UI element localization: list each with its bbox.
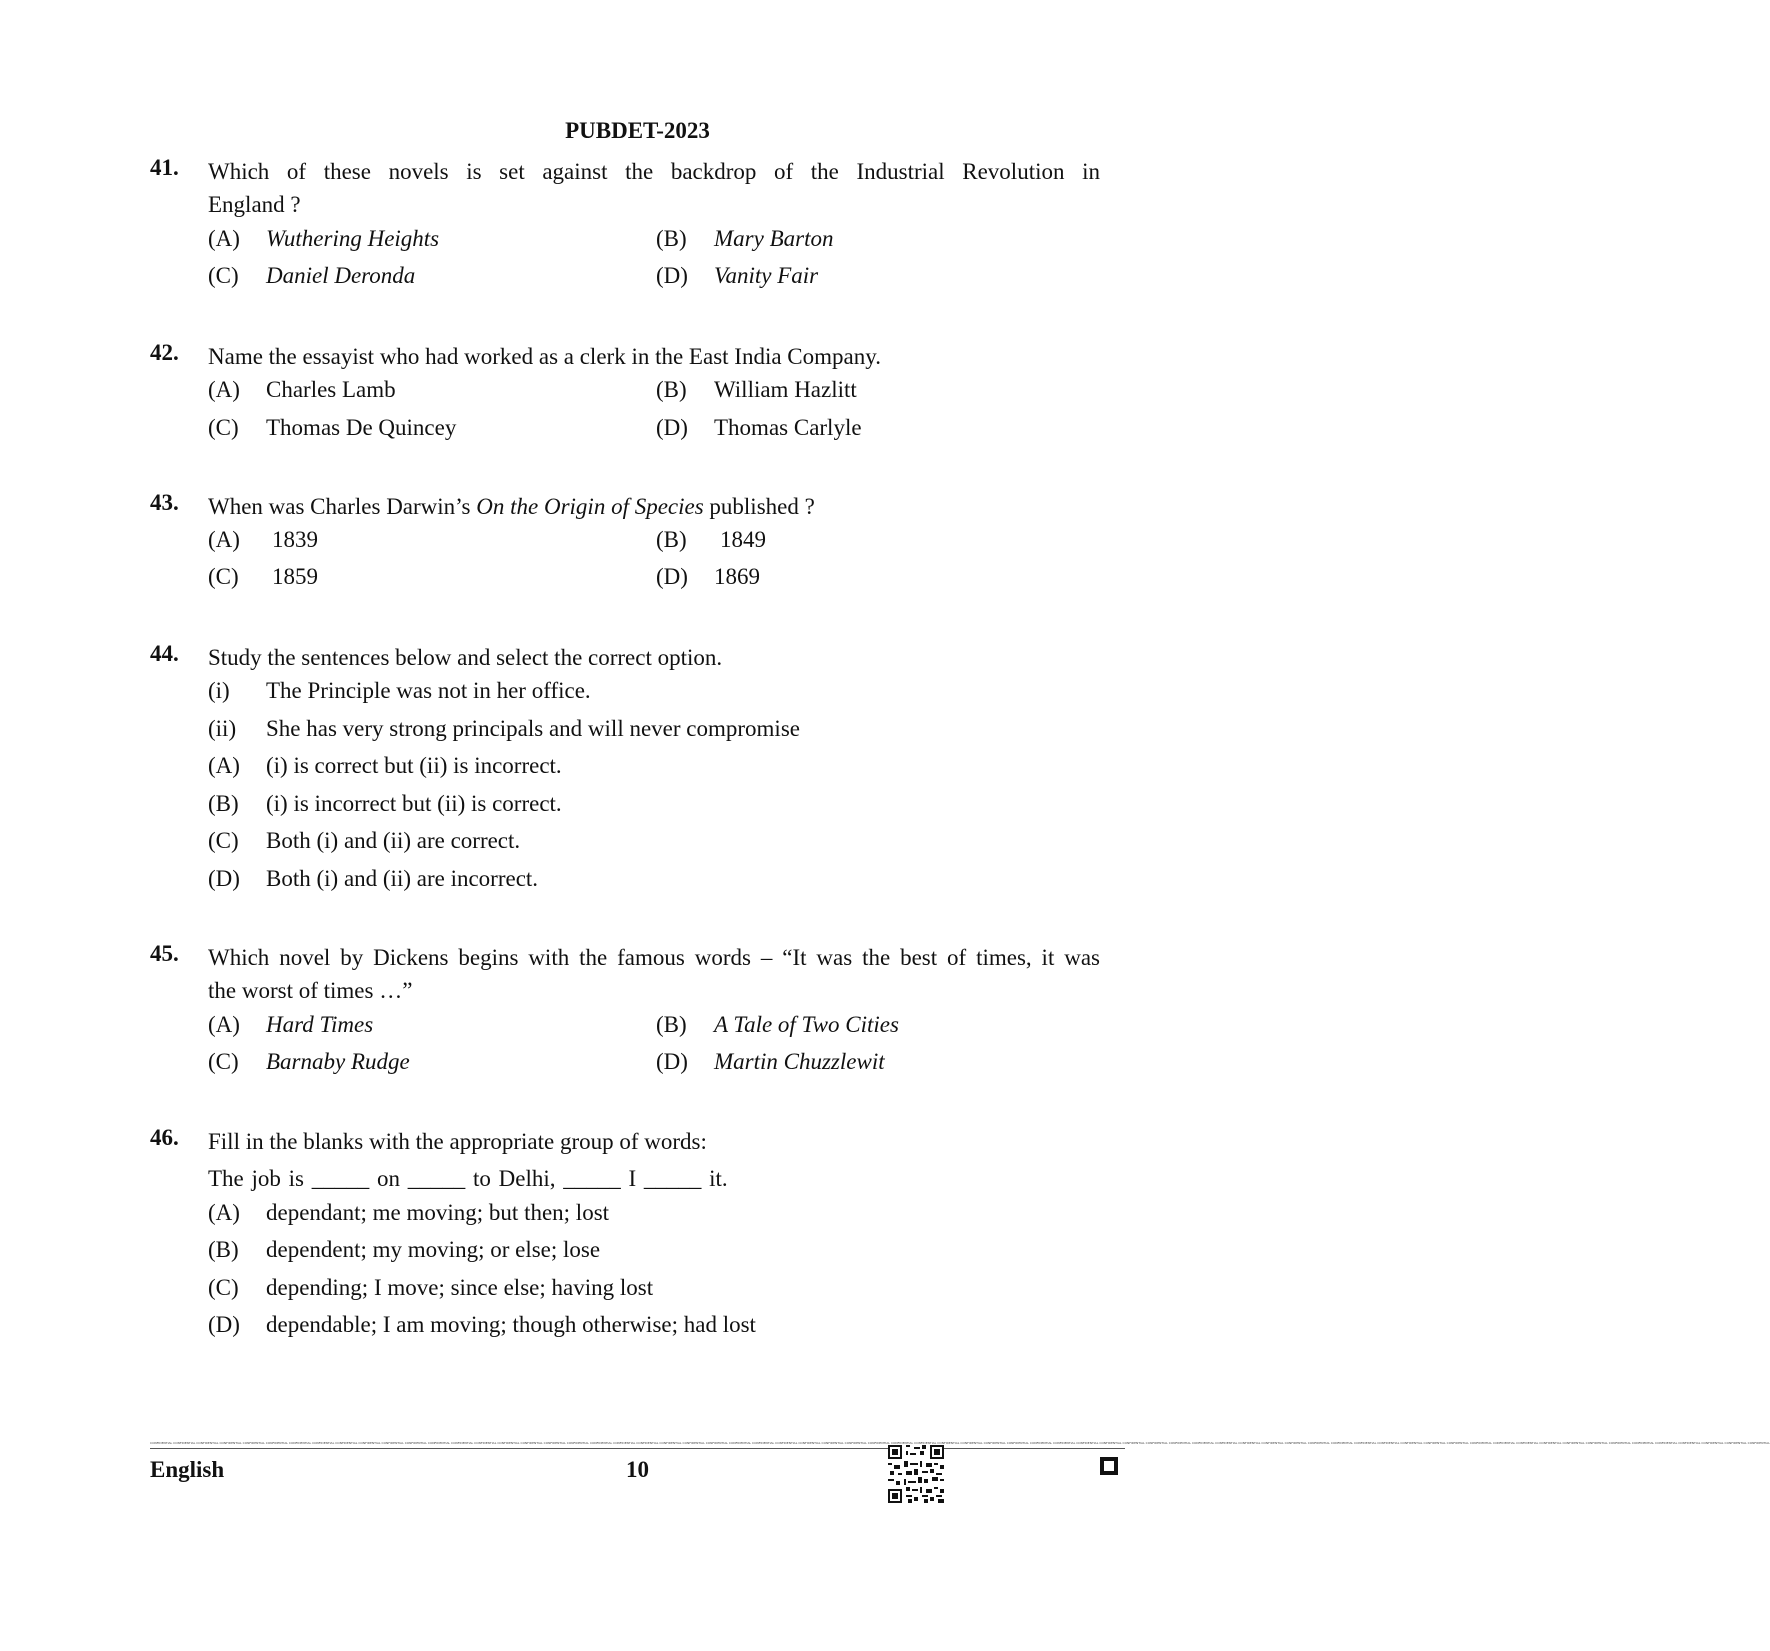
option-text: 1859: [272, 564, 318, 589]
question-number: 41.: [150, 155, 179, 180]
option-label: (C): [208, 1049, 239, 1074]
option-text: Wuthering Heights: [266, 226, 440, 251]
option-label: (B): [656, 377, 687, 402]
option-text: Vanity Fair: [714, 263, 819, 288]
option-label: (D): [208, 1312, 240, 1337]
option-text: (i) is correct but (ii) is incorrect.: [266, 753, 562, 778]
option-label: (B): [208, 1237, 239, 1262]
blank-sentence: The job is _____ on _____ to Delhi, _____ I _____ it.: [208, 1166, 728, 1191]
sentence-label: (ii): [208, 716, 237, 741]
question-number: 46.: [150, 1125, 179, 1150]
question-text-pre: When was Charles Darwin’s: [208, 494, 477, 519]
question-text: Name the essayist who had worked as a clerk in the East India Company.: [208, 344, 881, 369]
option-label: (B): [656, 1012, 687, 1037]
question-text-line-1: Which of these novels is set against the backdrop of the Industrial Revolution in: [208, 159, 1100, 184]
confidential-strip: CONFIDENTIAL CONFIDENTIAL CONFIDENTIAL CONFIDENTIAL CONFIDENTIAL CONFIDENTIAL CONFIDENTIAL CONFIDENTIAL CONFIDENTIAL CONFIDENTIAL CONFIDENTIAL CONFIDENTIAL CONFIDENTIAL CONFIDENTIAL CONFIDENTIAL CONFIDENTIAL CONFIDENTIAL CONFIDENTIAL CONFIDENTIAL CONFIDENTIAL CONFIDENTIAL CONFIDENTIAL CONFIDENTIAL CONFIDENTIAL CONFIDENTIAL CONFIDENTIAL CONFIDENTIAL CONFIDENTIAL CONFIDENTIAL CONFIDENTIAL CONFIDENTIAL CONFIDENTIAL CONFIDENTIAL CONFIDENTIAL CONFIDENTIAL CONFIDENTIAL CONFIDENTIAL CONFIDENTIAL CONFIDENTIAL CONFIDENTIAL CONFIDENTIAL CONFIDENTIAL CONFIDENTIAL CONFIDENTIAL CONFIDENTIAL CONFIDENTIAL CONFIDENTIAL CONFIDENTIAL CONFIDENTIAL CONFIDENTIAL CONFIDENTIAL CONFIDENTIAL CONFIDENTIAL CONFIDENTIAL CONFIDENTIAL CONFIDENTIAL CONFIDENTIAL CONFIDENTIAL CONFIDENTIAL CONFIDENTIAL CONFIDENTIAL CONFIDENTIAL CONFIDENTIAL CONFIDENTIAL CONFIDENTIAL CONFIDENTIAL CONFIDENTIAL CONFIDENTIAL CONFIDENTIAL CONFIDENTIAL: [150, 1441, 1770, 1445]
option-label: (B): [208, 791, 239, 816]
option-text: Hard Times: [266, 1012, 374, 1037]
question-number: 45.: [150, 941, 179, 966]
question-text: Study the sentences below and select the correct option.: [208, 645, 723, 670]
square-marker-icon: [1100, 1457, 1118, 1475]
option-text: Charles Lamb: [266, 377, 396, 402]
option-label: (C): [208, 1275, 239, 1300]
option-label: (C): [208, 263, 239, 288]
option-label: (B): [656, 527, 687, 552]
option-text: dependable; I am moving; though otherwise; had lost: [266, 1312, 756, 1337]
option-label: (D): [656, 415, 688, 440]
option-label: (D): [656, 263, 688, 288]
question-text: [208, 490, 1158, 523]
question-text-line-2: the worst of times …”: [208, 978, 413, 1003]
question-text-line-2: England ?: [208, 192, 301, 217]
sentence-text: She has very strong principals and will never compromise: [266, 716, 800, 741]
option-label: (B): [656, 226, 687, 251]
option-text: dependent; my moving; or else; lose: [266, 1237, 601, 1262]
option-text: Martin Chuzzlewit: [714, 1049, 885, 1074]
sentence-text: The Principle was not in her office.: [266, 678, 591, 703]
option-text: Thomas Carlyle: [714, 415, 862, 440]
option-label: (A): [208, 753, 240, 778]
option-text: depending; I move; since else; having lost: [266, 1275, 654, 1300]
question-text-post: published ?: [703, 494, 815, 519]
option-text: dependant; me moving; but then; lost: [266, 1200, 610, 1225]
question-text: Fill in the blanks with the appropriate group of words:: [208, 1129, 707, 1154]
footer-subject: English: [150, 1457, 225, 1482]
option-label: (A): [208, 226, 240, 251]
question-number: 44.: [150, 641, 179, 666]
page-number: 10: [626, 1457, 649, 1482]
option-text: Barnaby Rudge: [266, 1049, 410, 1074]
option-text: (i) is incorrect but (ii) is correct.: [266, 791, 562, 816]
option-text: 1869: [714, 564, 760, 589]
book-title: On the Origin of Species: [476, 494, 704, 519]
option-text: A Tale of Two Cities: [714, 1012, 899, 1037]
sentence-label: (i): [208, 678, 230, 703]
option-label: (C): [208, 564, 239, 589]
question-number: 43.: [150, 490, 179, 515]
option-label: (C): [208, 415, 239, 440]
option-text: Daniel Deronda: [266, 263, 416, 288]
exam-title: PUBDET-2023: [565, 118, 710, 143]
option-label: (D): [656, 1049, 688, 1074]
question-text-line-1: Which novel by Dickens begins with the famous words – “It was the best of times, it was: [208, 945, 1100, 970]
option-label: (C): [208, 828, 239, 853]
option-label: (A): [208, 527, 240, 552]
qr-code-icon: [888, 1445, 944, 1503]
option-label: (D): [208, 866, 240, 891]
option-text: Thomas De Quincey: [266, 415, 457, 440]
option-text: 1839: [272, 527, 318, 552]
question-number: 42.: [150, 340, 179, 365]
option-text: 1849: [720, 527, 766, 552]
option-label: (A): [208, 377, 240, 402]
option-text: Both (i) and (ii) are incorrect.: [266, 866, 539, 891]
option-label: (D): [656, 564, 688, 589]
footer-divider: [150, 1448, 1125, 1453]
option-text: William Hazlitt: [714, 377, 857, 402]
option-text: Mary Barton: [714, 226, 834, 251]
option-label: (A): [208, 1012, 240, 1037]
option-text: Both (i) and (ii) are correct.: [266, 828, 521, 853]
option-label: (A): [208, 1200, 240, 1225]
